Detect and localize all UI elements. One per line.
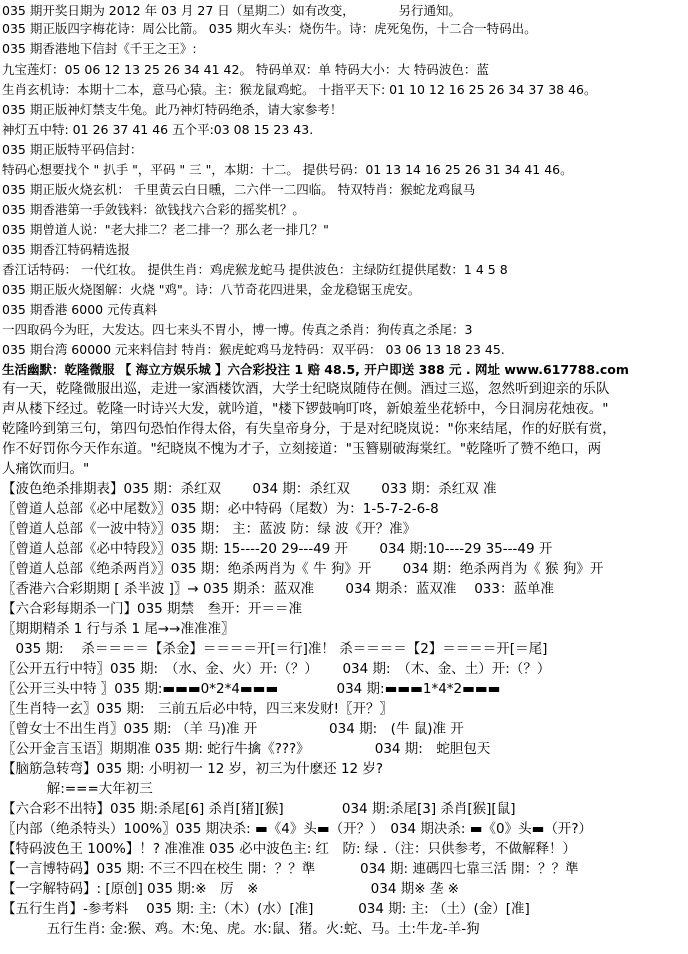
text-line: 035 期正版四字梅花诗：周公比箭。 035 期火车头：烧伤牛。诗：虎死兔伤，十二合一特码出。 bbox=[2, 21, 537, 36]
story-line: 声从楼下经过。乾隆一时诗兴大发，就吟道，"楼下锣鼓响叮咚，新娘羞坐花轿中，今日洞房花烛夜。" bbox=[2, 401, 609, 417]
text-line: 〖曾女士不出生肖〗035 期: （羊 马)准 开 034 期: (牛 鼠)准 开 bbox=[2, 721, 464, 737]
story-line: 作不好罚你今天作东道。"纪晓岚不愧为才子，立刻接道："玉簪剔破海棠红。"乾隆听了赞不绝口，两 bbox=[2, 441, 602, 457]
text-line: 〖曾道人总部《一波中特》〗035 期： 主：蓝波 防：绿 波《开？准》 bbox=[2, 521, 417, 537]
text-line: 035 期香港地下信封《千王之王》: bbox=[2, 41, 197, 56]
text-line: 035 期正版火烧图解：火烧 "鸡"。诗：八节奇花四进果，金龙稳锯玉虎安。 bbox=[2, 282, 421, 297]
advert-line: 生活幽默：乾隆微服 【 海立方娱乐城 】六合彩投注 1 赔 48.5, 开户即送 388 元 . 网址 www.617788.com bbox=[2, 362, 629, 377]
text-line: 035 期香港第一手敛钱料：欲钱找六合彩的摇奖机？。 bbox=[2, 202, 305, 217]
lottery-newsletter-page bbox=[2, 2, 686, 950]
text-line: 035 期香港 6000 元传真料 bbox=[2, 302, 158, 317]
text-line: 035 期: 杀＝＝＝＝【杀金】＝＝＝＝开[＝行]准！ 杀＝＝＝＝【2】＝＝＝＝开[＝尾] bbox=[2, 641, 548, 657]
story-line: 有一天，乾隆微服出巡，走进一家酒楼饮酒，大学士纪晓岚随侍在侧。酒过三巡，忽然听到迎亲的乐队 bbox=[2, 381, 610, 397]
story-line: 人痛饮而归。" bbox=[2, 461, 90, 477]
text-line: 【五行生肖】-参考料 035 期: 主:（木）(水）[准] 034 期: 主: （土）(金）[准] bbox=[2, 901, 530, 917]
text-line: 【一言博特码】035 期: 不三不四在校生 開：？？準 034 期: 連碼四七靠三活 開：？？準 bbox=[2, 861, 579, 877]
text-line: 神灯五中特: 01 26 37 41 46 五个平:03 08 15 23 43. bbox=[2, 122, 314, 137]
text-line: 035 期开奖日期为 2012 年 03 月 27 日（星期二）如有改变， 另行通知。 bbox=[2, 3, 462, 18]
text-line: 五行生肖: 金:猴、鸡。木:兔、虎。水:鼠、猪。火:蛇、马。土:牛龙-羊-狗 bbox=[2, 921, 480, 937]
text-line: 〖曾道人总部《必中尾数》〗035 期：必中特码（尾数）为：1-5-7-2-6-8 bbox=[2, 501, 439, 517]
text-line: 〖内部（绝杀特头）100%〗035 期决杀: ▬《4》头▬（开？） 034 期决杀: ▬《0》头▬（开?） bbox=[2, 821, 593, 837]
text-line: 香江话特码： 一代红妆。 提供生肖：鸡虎猴龙蛇马 提供波色：主绿防红提供尾数：1 4 5 8 bbox=[2, 262, 508, 277]
text-line: 〖香港六合彩期期 [ 杀半波 ]〗→ 035 期杀：蓝双准 034 期杀：蓝双准 033：蓝单准 bbox=[2, 581, 554, 597]
text-line: 〖期期精杀 1 行与杀 1 尾→→准准准〗 bbox=[2, 621, 235, 637]
text-line: 〖曾道人总部《必中特段》〗035 期: 15----20 29---49 开 034 期:10----29 35---49 开 bbox=[2, 541, 553, 557]
text-line: 【一字解特码】: [原创] 035 期:※ 厉 ※ 034 期※ 垄 ※ bbox=[2, 881, 459, 897]
text-line: 〖公开三头中特 〗035 期:▬▬▬0*2*4▬▬▬ 034 期:▬▬▬1*4*2▬▬▬ bbox=[2, 681, 501, 697]
story-line: 乾隆吟到第三句，第四句恐怕作得太俗，有失皇帝身分，于是对纪晓岚说："你来结尾，作的好朕有赏， bbox=[2, 421, 616, 437]
text-line: 【波色绝杀排期表】035 期：杀红双 034 期：杀红双 033 期：杀红双 准 bbox=[2, 481, 497, 497]
text-line: 035 期香江特码精选报 bbox=[2, 242, 130, 257]
text-line: 特码心想要找个 " 扒手 "，平码 " 三 "，本期：十二。 提供号码：01 13 14 16 25 26 31 34 41 46。 bbox=[2, 162, 573, 177]
text-line: 035 期正版特平码信封： bbox=[2, 142, 143, 157]
text-line: 解:===大年初三 bbox=[2, 781, 153, 797]
text-line: 生肖玄机诗：本期十二本，意马心猿。主：猴龙鼠鸡蛇。 十指平天下: 01 10 12 16 25 26 34 37 38 46。 bbox=[2, 82, 597, 97]
text-line: 一四取码今为旺，大发达。四七来头不胃小，博一博。传真之杀肖：狗传真之杀尾：3 bbox=[2, 322, 473, 337]
text-line: 035 期正版神灯禁支牛兔。此乃神灯特码绝杀，请大家参考！ bbox=[2, 102, 343, 117]
text-line: 【六合彩不出特】035 期:杀尾[6] 杀肖[猪][猴] 034 期:杀尾[3] 杀肖[猴][鼠] bbox=[2, 801, 516, 817]
text-line: 035 期台湾 60000 元来料信封 特肖：猴虎蛇鸡马龙特码：双平码： 03 06 13 18 23 45. bbox=[2, 342, 505, 357]
text-line: 〖生肖特一玄〗035 期: 三前五后必中特，四三来发财!〖开？〗 bbox=[2, 701, 394, 717]
text-line: 〖曾道人总部《绝杀两肖》〗035 期：绝杀两肖为《 牛 狗》开 034 期：绝杀两肖为《 猴 狗》开 bbox=[2, 561, 604, 577]
text-line: 035 期曾道人说："老大排二？老二排一？那么老一排几？" bbox=[2, 222, 329, 237]
text-line: 【六合彩每期杀一门】035 期禁 叁开：开＝＝准 bbox=[2, 601, 303, 617]
text-line: 【特码波色王 100%】！? 准准准 035 必中波色主: 红 防: 绿 .（注：只供参考，不做解释！） bbox=[2, 841, 576, 857]
text-line: 〖公开金言玉语〗期期准 035 期: 蛇行牛擒《???》 034 期: 蛇胆包天 bbox=[2, 741, 491, 757]
text-line: 【脑筋急转弯】035 期: 小明初一 12 岁，初三为什麽还 12 岁? bbox=[2, 761, 384, 777]
text-line: 〖公开五行中特〗035 期: （水、金、火）开:（？） 034 期: （木、金、土）开:（？） bbox=[2, 661, 551, 677]
text-line: 035 期正版火烧玄机： 千里黄云白日曛，二六伴一二四临。 特双特肖：猴蛇龙鸡鼠马 bbox=[2, 182, 476, 197]
text-line: 九宝莲灯：05 06 12 13 25 26 34 41 42。 特码单双：单 特码大小：大 特码波色：蓝 bbox=[2, 62, 489, 77]
